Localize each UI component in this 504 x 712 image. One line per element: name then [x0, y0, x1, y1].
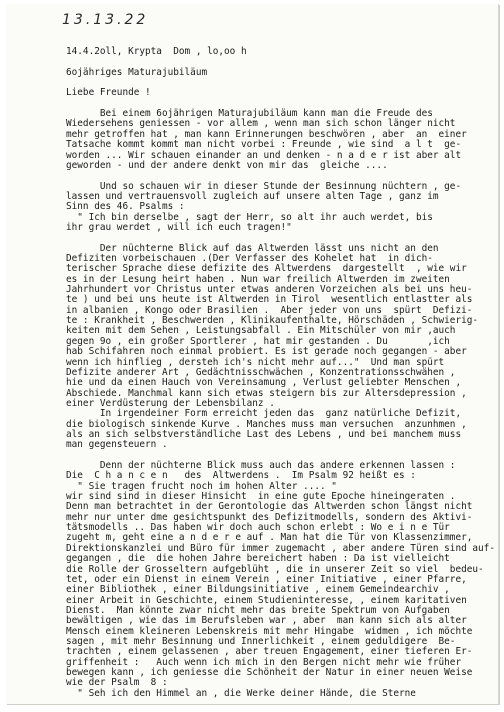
- document-page: [6, 4, 499, 704]
- text-line: tätsmodells .. Das haben wir doch auch schon erlebt : Wo e i n e Tür: [66, 522, 450, 534]
- text-line: 6ojähriges Maturajubiläum: [66, 66, 208, 78]
- text-line: terischer Sprache diese defizite des Altwerdens dargestellt , wie wir: [66, 263, 467, 275]
- text-line: In irgendeiner Form erreicht jeden das ganz natürliche Defizit,: [66, 408, 462, 420]
- text-line: gegangen , die die hohen Jahre bereichert haben : Da ist vielleicht: [66, 553, 450, 565]
- text-line: gegen 9o , ein großer Sportlerer , hat mir gestanden . Du ,ich: [66, 335, 450, 347]
- text-line: bewältigen , wie das im Berufsleben war , aber man kann sich als alter: [66, 615, 467, 627]
- text-line: es in der Lesung heirt haben . Nun war freilich Altwerden im zweiten: [66, 273, 450, 285]
- text-line: te : Krankheit , Beschwerden , Klinikaufenthalte, Hörschäden , Schwierig-: [66, 315, 479, 327]
- text-line: hab Schifahren noch einmal probiert. Es ist gerade noch gegangen - aber: [66, 346, 467, 358]
- text-line: Defizite anderer Art , Gedächtnisschwächen , Konzentrationsschwähen ,: [66, 366, 456, 378]
- text-line: Bei einem 6ojährigen Maturajubiläum kann man die Freude des: [66, 108, 433, 120]
- text-line: " Ich bin derselbe , sagt der Herr, so alt ihr auch werdet, bis: [66, 211, 433, 223]
- text-line: in albanien , Kongo oder Brasilien . Aber jeder von uns spürt Defizi-: [66, 304, 473, 316]
- text-line: worden ... Wir schauen einander an und denken - n a d e r ist aber alt: [66, 149, 462, 161]
- text-line: bewegen kann , ich geniesse die Schönheit der Natur in einer neuen Weise: [66, 667, 473, 678]
- text-line: Mensch einem kleineren Lebenskreis mit mehr Hingabe widmen , ich möchte: [66, 625, 473, 637]
- text-line: trachten , einem gelassenen , aber treuen Engagement, einer tieferen Er-: [66, 646, 473, 658]
- text-line: Denn man betrachtet in der Gerontologie das Altwerden schon längst nicht: [66, 501, 473, 513]
- text-line: " Sie tragen frucht noch im hohen Alter .... ": [66, 480, 337, 492]
- text-line: wenn ich hinflieg , dersteh ich's nicht mehr auf..." Und man spürt: [66, 356, 445, 368]
- text-line: hie und da einen Hauch von Vereinsamung , Verlust geliebter Menschen ,: [66, 377, 462, 389]
- text-line: Denn der nüchterne Blick muss auch das andere erkennen lassen :: [66, 460, 456, 471]
- text-line: einer Arbeit in Geschichte, einem Studieninteresse, , einem karitativen: [66, 594, 467, 606]
- text-line: geworden - und der andere denkt von mir das gleiche ....: [66, 159, 388, 171]
- text-line: tet, oder ein Dienst in einem Verein , einer Initiative , einer Pfarre,: [66, 573, 467, 585]
- text-line: sagen , mit mehr Besinnung und Innerlichkeit , einem geduldigere Be-: [66, 635, 456, 647]
- text-line: Sinn des 46. Psalms :: [66, 201, 185, 213]
- text-line: die biologisch sinkende Kurve . Manches muss man versuchen anzunhmen ,: [66, 418, 467, 430]
- text-line: keiten mit dem Sehen , Leistungsabfall . Ein Mitschüler von mir ,auch: [66, 325, 456, 337]
- handwritten-reference-number: 13.13.22: [62, 12, 149, 28]
- text-line: " Seh ich den Himmel an , die Werke deiner Hände, die Sterne: [66, 687, 416, 699]
- text-line: als an sich selbstverständliche Last des Lebens , und bei manchem muss: [66, 428, 462, 440]
- text-line: wie der Psalm 8 :: [66, 677, 168, 689]
- text-line: Der nüchterne Blick auf das Altwerden lässt uns nicht an den: [66, 242, 439, 254]
- text-line: te ) und bei uns heute ist Altwerden in Tirol wesentlich entlastter als: [66, 294, 473, 306]
- text-line: Und so schauen wir in dieser Stunde der Besinnung nüchtern , ge-: [66, 180, 462, 192]
- text-line: Direktionskanzlei und Büro für immer zugemacht , aber andere Türen sind auf-: [66, 542, 495, 554]
- text-line: lassen und vertrauensvoll zugleich auf unsere alten Tage , ganz im: [66, 190, 439, 202]
- text-line: wir sind sind in dieser Hinsicht in eine gute Epoche hineingeraten .: [66, 491, 456, 503]
- text-line: Jahrhundert vor Christus unter etwas anderen Vorzeichen als bei uns heu-: [66, 284, 473, 296]
- text-line: griffenheit : Auch wenn ich mich in den Bergen nicht mehr wie früher: [66, 656, 462, 668]
- text-line: Defiziten vorbeischauen .(Der Verfasser des Kohelet hat in dich-: [66, 253, 433, 264]
- text-line: Wiedersehens geniessen - vor allem , wenn man sich schon länger nicht: [66, 118, 456, 130]
- text-line: die Rolle der Grosseltern aufgeblüht , die in unserer Zeit so viel bedeu-: [66, 563, 484, 575]
- text-line: Liebe Freunde !: [66, 87, 151, 99]
- text-line: Die C h a n c e n des Altwerdens . Im Psalm 92 heißt es :: [66, 470, 416, 482]
- text-line: zugeht m, geht eine a n d e r e auf . Man hat die Tür von Klassenzimmer,: [66, 532, 473, 544]
- text-line: ihr grau werdet , will ich euch tragen!": [66, 221, 292, 233]
- text-line: man gegensteuern .: [66, 439, 168, 451]
- text-line: 14.4.2oll, Krypta Dom , lo,oo h: [66, 46, 247, 57]
- text-line: mehr getroffen hat , man kann Erinnerungen beschwören , aber an einer: [66, 128, 467, 140]
- text-line: einer Verdüsterung der Lebensbilanz .: [66, 397, 275, 409]
- text-line: Abschiede. Manchmal kann sich etwas steigern bis zur Altersdepression ,: [66, 387, 467, 399]
- text-line: Tatsache kommt kommt man nicht vorbei : Freunde , wie sind a l t ge-: [66, 139, 462, 151]
- text-line: einer Bibliothek , einer Bildungsinitiative , einem Gemeindearchiv ,: [66, 584, 450, 596]
- text-line: mehr nur unter dme gesichtspunkt des Defizitmodells, sondern des Aktivi-: [66, 511, 473, 523]
- text-line: Dienst. Man könnte zwar nicht mehr das breite Spektrum von Aufgaben: [66, 604, 450, 616]
